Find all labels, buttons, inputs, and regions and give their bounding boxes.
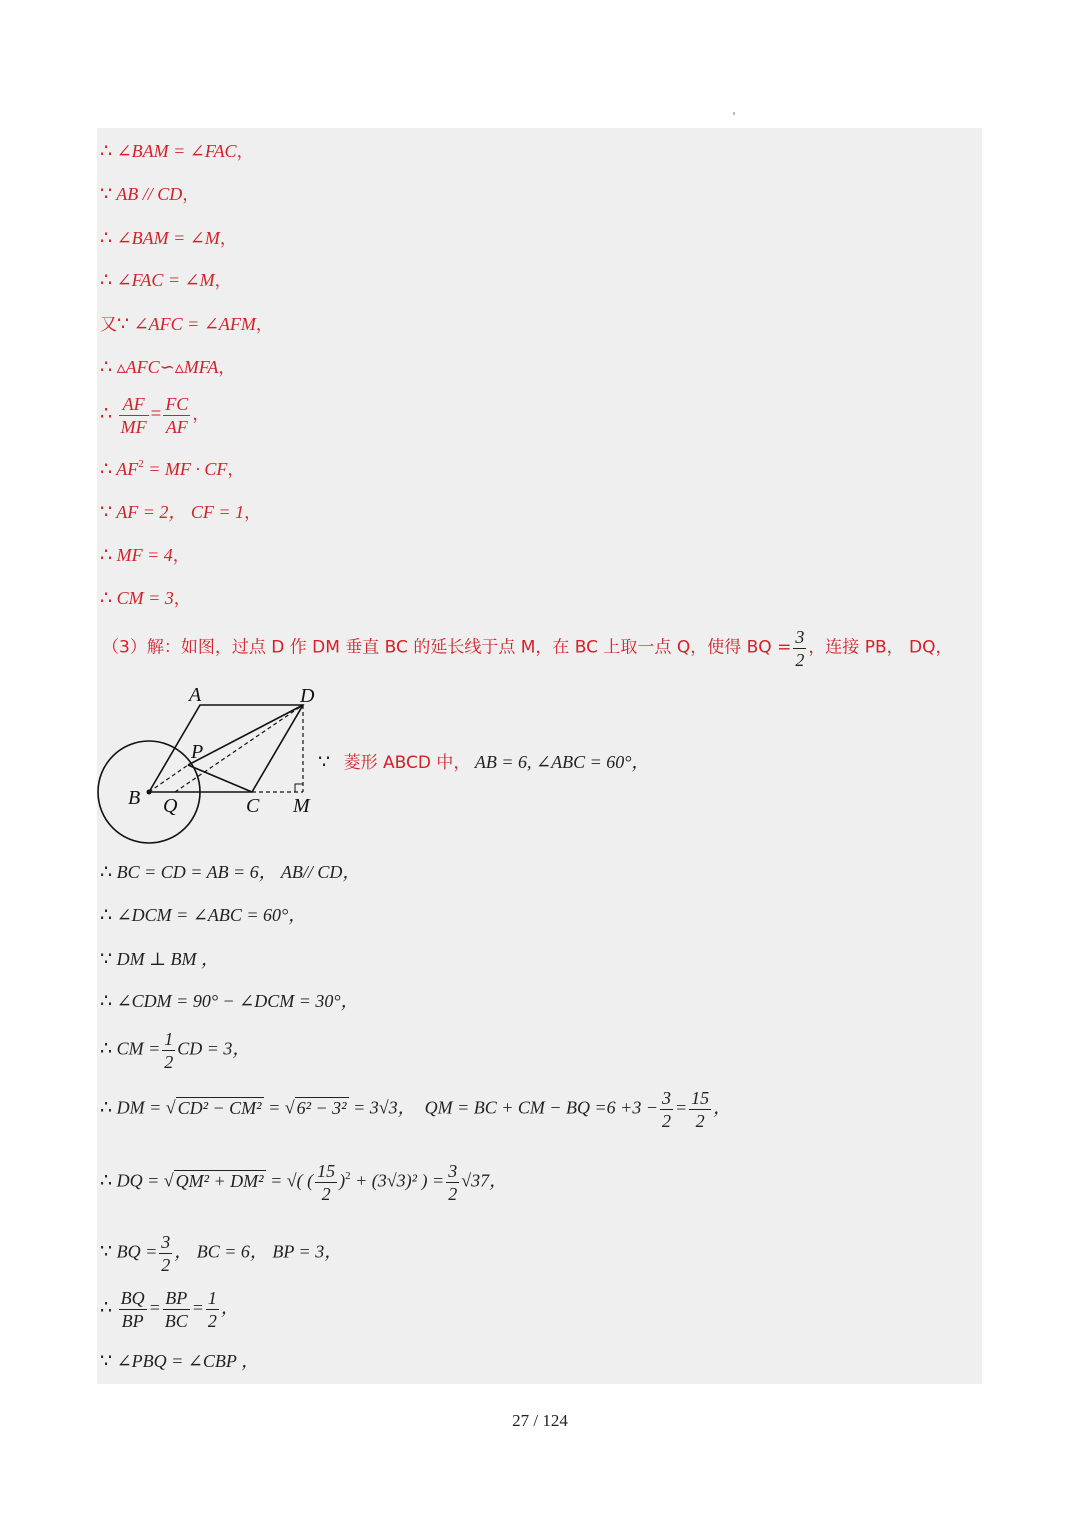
solve-10: ∵ ∠PBQ = ∠CBP ， xyxy=(100,1351,260,1372)
right-angle-mark xyxy=(295,784,303,792)
solve-1: ∴ BC = CD = AB = 6， AB// CD， xyxy=(100,862,361,883)
rhombus-figure xyxy=(95,680,335,850)
part3-heading: （3）解：如图，过点 D 作 DM 垂直 BC 的延长线于点 M，在 BC 上取一点 Q，使得 BQ = $\frac{3}{2}$ ，连接 PB， DQ， xyxy=(102,627,953,670)
fraction: $\frac{AF}{MF}$ xyxy=(120,394,147,437)
label-m: M xyxy=(293,795,310,817)
fraction: $\frac{3}{2}$ xyxy=(448,1161,458,1204)
solve-6: ∴ DM = √ CD² − CM² = √ 6² − 3² = 3√3， QM = BC + CM − BQ =6 +3 − $\frac{3}{2}$ = $\frac{15}{2}$ ， xyxy=(100,1088,732,1131)
page-number: 27 / 124 xyxy=(512,1411,568,1430)
fraction: $\frac{3}{2}$ xyxy=(161,1232,171,1275)
solve-7: ∴ DQ = √ QM² + DM² = √( ( $\frac{15}{2}$ )$^2$ + (3√3)² ) = $\frac{3}{2}$ √37， xyxy=(100,1161,508,1204)
fraction: $\frac{FC}{AF}$ xyxy=(165,394,189,437)
solve-4: ∴ ∠CDM = 90° − ∠DCM = 30°， xyxy=(100,991,359,1012)
step-10: ∴ MF = 4， xyxy=(100,545,190,566)
solve-8: ∵ BQ = $\frac{3}{2}$ ， BC = 6， BP = 3， xyxy=(100,1232,343,1275)
solve-2: ∴ ∠DCM = ∠ABC = 60°， xyxy=(100,905,307,926)
label-c: C xyxy=(246,795,260,817)
step-11: ∴ CM = 3， xyxy=(100,588,191,609)
step-6: ∴ ▵AFC∽▵MFA， xyxy=(100,357,236,378)
fraction: $\frac{1}{2}$ xyxy=(164,1029,174,1072)
step-4: ∴ ∠FAC = ∠M， xyxy=(100,270,232,291)
fraction: $\frac{15}{2}$ xyxy=(691,1088,710,1131)
solve-3: ∵ DM ⊥ BM ， xyxy=(100,949,220,970)
scan-mark xyxy=(733,112,735,115)
label-d: D xyxy=(300,685,315,707)
step-7: ∴ $\frac{AF}{MF}$ = $\frac{FC}{AF}$ ， xyxy=(100,394,210,437)
fraction: $\frac{3}{2}$ xyxy=(795,627,805,670)
step-2: ∵ AB // CD， xyxy=(100,184,200,205)
fraction: $\frac{15}{2}$ xyxy=(317,1161,336,1204)
step-3: ∴ ∠BAM = ∠M， xyxy=(100,228,237,249)
figure-caption: ∵ 菱形 ABCD 中， AB = 6, ∠ABC = 60°， xyxy=(318,752,650,773)
label-q: Q xyxy=(163,795,178,817)
fraction: $\frac{1}{2}$ xyxy=(207,1288,217,1331)
solve-9: ∴ $\frac{BQ}{BP}$ = $\frac{BP}{BC}$ = $\frac{1}{2}$ ， xyxy=(100,1288,239,1331)
fraction: $\frac{3}{2}$ xyxy=(661,1088,671,1131)
step-8: ∴ $AF^2$ = MF · CF， xyxy=(100,458,245,480)
segment-pb xyxy=(149,765,188,792)
step-9: ∵ AF = 2， CF = 1， xyxy=(100,502,262,523)
solve-5: ∴ CM = $\frac{1}{2}$ CD = 3， xyxy=(100,1029,251,1072)
fraction: $\frac{BP}{BC}$ xyxy=(164,1288,188,1331)
label-a: A xyxy=(189,684,202,706)
step-5: 又∵ ∠AFC = ∠AFM， xyxy=(100,314,273,335)
label-b: B xyxy=(128,787,141,809)
step-1: ∴ ∠BAM = ∠FAC， xyxy=(100,141,254,162)
rhombus-abcd xyxy=(149,705,303,792)
label-p: P xyxy=(191,741,204,763)
fraction: $\frac{BQ}{BP}$ xyxy=(120,1288,145,1331)
